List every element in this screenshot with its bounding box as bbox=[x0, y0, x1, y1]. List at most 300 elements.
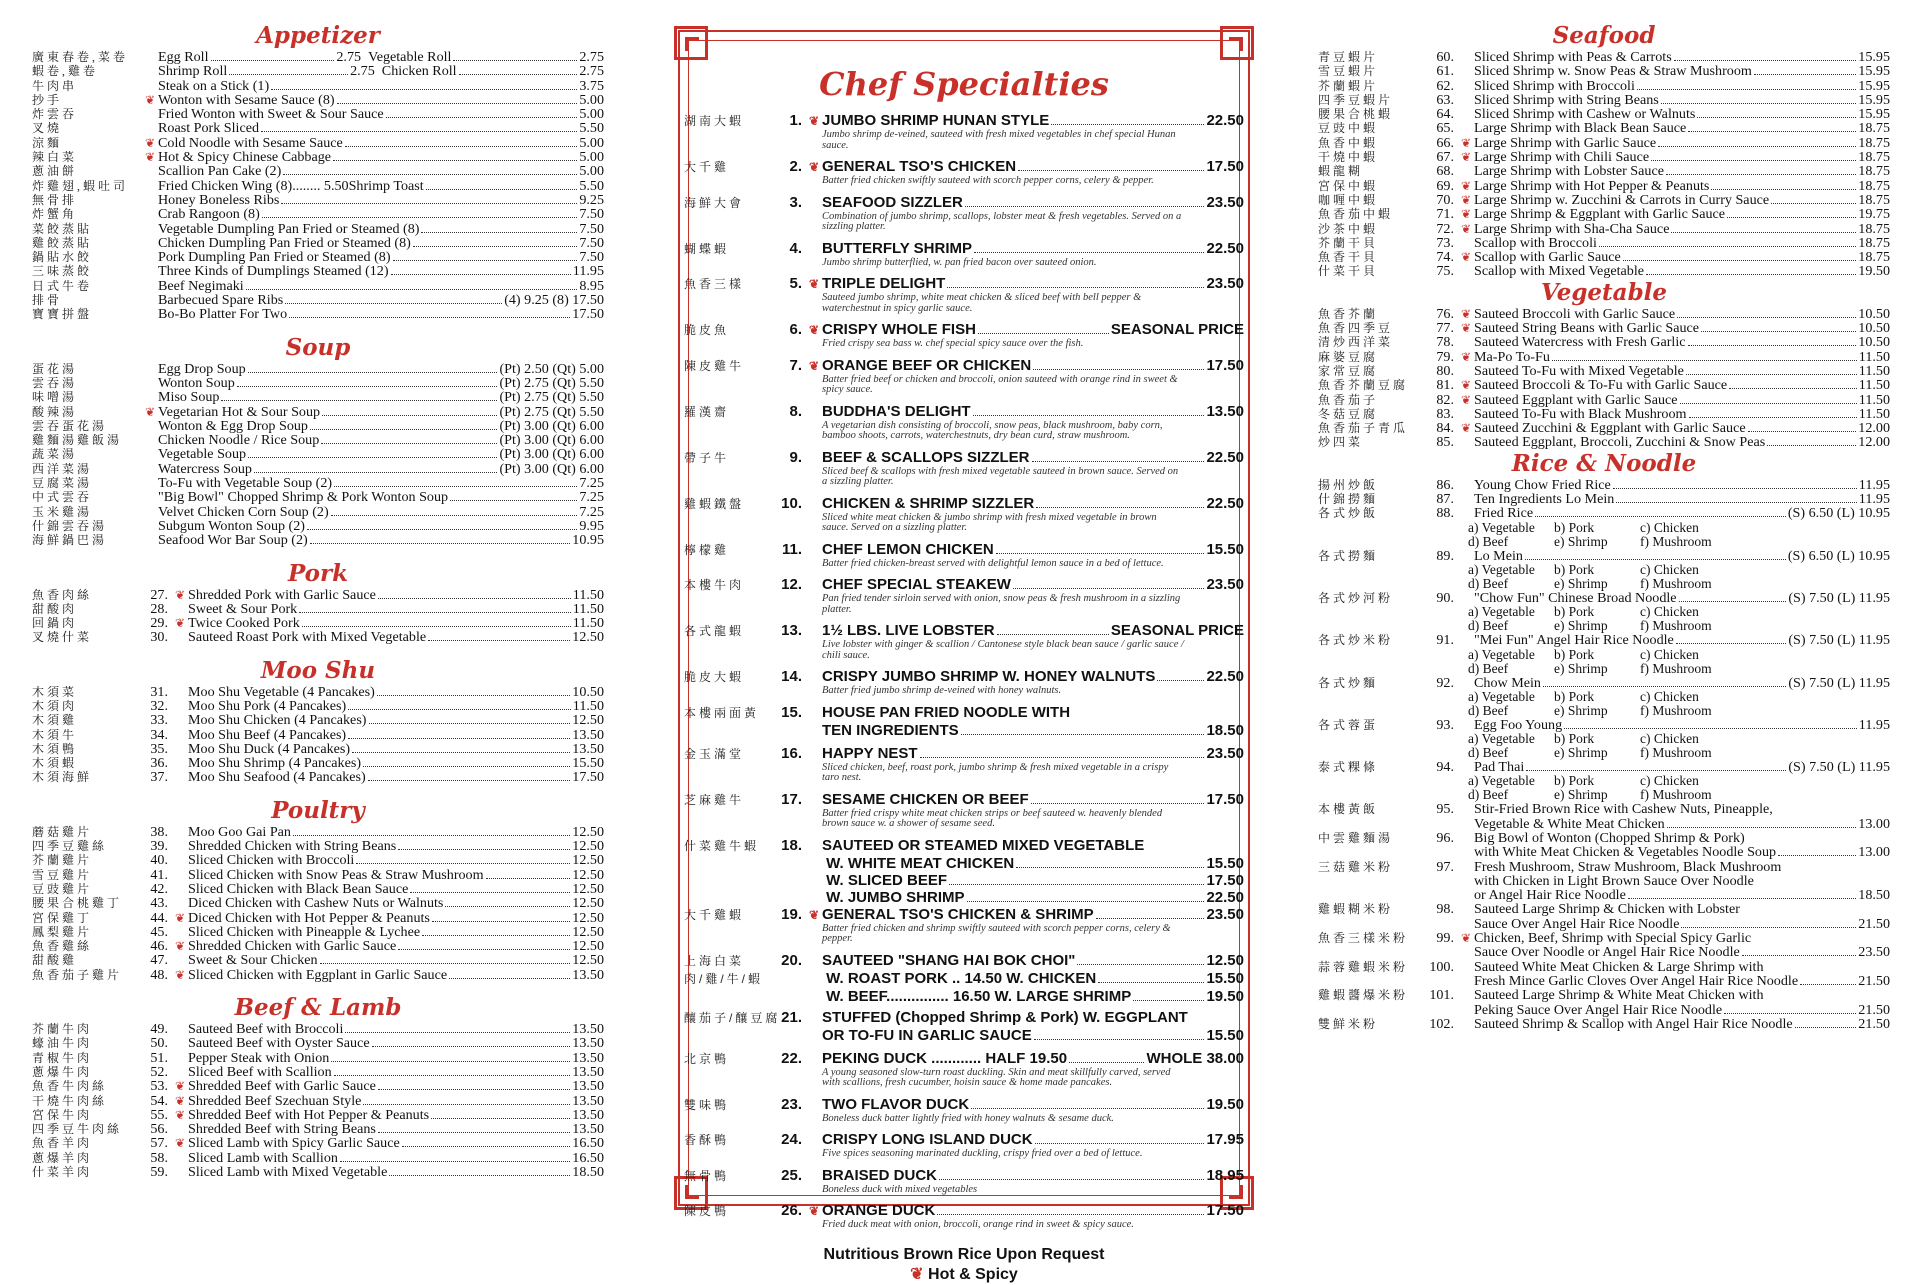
menu-item-row bbox=[32, 1108, 604, 1122]
item-description: Boneless duck batter lightly fried with honey walnuts & sesame duck. bbox=[822, 1112, 1114, 1124]
dot-leader bbox=[1646, 274, 1856, 275]
hot-pepper-icon: ❦ bbox=[144, 135, 156, 150]
dot-leader bbox=[431, 1118, 570, 1119]
menu-item-row bbox=[32, 50, 604, 64]
item-name: To-Fu with Vegetable Soup (2) bbox=[158, 475, 333, 492]
item-name: Sliced Lamb with Spicy Garlic Sauce bbox=[188, 1135, 400, 1152]
item-price: 19.50 bbox=[1206, 1095, 1244, 1113]
menu-item-row bbox=[1318, 121, 1890, 135]
chinese-name: 本樓黃飯 bbox=[1318, 802, 1379, 817]
item-price: 5.00 bbox=[579, 149, 604, 166]
chinese-name: 魚香茄子雞片 bbox=[32, 967, 123, 982]
menu-item-row bbox=[32, 164, 604, 178]
option-c: c) Chicken bbox=[1640, 688, 1699, 704]
chinese-name: 大千雞蝦 bbox=[684, 907, 745, 922]
chinese-name: 各式蓉蛋 bbox=[1318, 717, 1379, 732]
item-description: Live lobster with ginger & scallion / Cantonese style black bean sauce / garlic sauce / chili sauce. bbox=[822, 639, 1184, 661]
item-name: CRISPY JUMBO SHRIMP W. HONEY WALNUTS bbox=[822, 668, 1156, 685]
item-name: Sliced Shrimp w. Snow Peas & Straw Mushroom bbox=[1474, 63, 1752, 80]
chinese-name: 酸辣湯 bbox=[32, 404, 78, 419]
item-name: SAUTEED OR STEAMED MIXED VEGETABLE bbox=[822, 836, 1145, 854]
item-name: Sauteed Beef with Oyster Sauce bbox=[188, 1035, 370, 1052]
item-name: Young Chow Fried Rice bbox=[1474, 476, 1611, 493]
item-price: 15.95 bbox=[1858, 91, 1890, 108]
option-row bbox=[1318, 774, 1890, 788]
item-number: 12. bbox=[781, 576, 802, 593]
item-number: 43. bbox=[150, 895, 168, 912]
item-name: Chicken Roll bbox=[374, 63, 457, 80]
section-title-beef: Beef & Lamb bbox=[234, 994, 402, 1022]
hot-pepper-icon: ❦ bbox=[144, 404, 156, 419]
chinese-name: 陳皮雞牛 bbox=[684, 358, 745, 373]
menu-item-row bbox=[32, 193, 604, 207]
dot-leader bbox=[1525, 559, 1786, 560]
hot-pepper-icon: ❦ bbox=[174, 616, 186, 631]
item-price: SEASONAL PRICE bbox=[1110, 622, 1244, 639]
dot-leader bbox=[302, 626, 571, 627]
menu-item-row bbox=[1318, 549, 1890, 563]
legend-label: Hot & Spicy bbox=[928, 1265, 1018, 1283]
chinese-name: 魚香茄子青瓜 bbox=[1318, 421, 1409, 436]
dot-leader bbox=[1674, 60, 1857, 61]
item-price: 7.25 bbox=[579, 503, 604, 520]
dot-leader bbox=[391, 274, 571, 275]
dot-leader bbox=[1681, 927, 1856, 928]
specialty-sub-option bbox=[684, 988, 1244, 1005]
menu-item-row bbox=[32, 911, 604, 925]
menu-item-row bbox=[1318, 250, 1890, 264]
item-number: 96. bbox=[1436, 829, 1454, 846]
item-price: 22.50 bbox=[1206, 494, 1244, 512]
item-name: Sauteed Roast Pork with Mixed Vegetable bbox=[188, 629, 427, 646]
chinese-name: 冬菇豆腐 bbox=[1318, 406, 1379, 421]
hot-pepper-icon: ❦ bbox=[174, 1093, 186, 1108]
menu-item-row bbox=[1318, 633, 1890, 647]
chinese-name: 炸雞翅,蝦吐司 bbox=[32, 178, 129, 193]
item-name: Fried Chicken Wing (8)........ 5.50 bbox=[158, 177, 349, 194]
item-name: Scallop with Mixed Vegetable bbox=[1474, 263, 1645, 280]
menu-item-row bbox=[32, 264, 604, 278]
item-price: 18.50 bbox=[1858, 887, 1890, 904]
item-name: Sauteed Watercress with Fresh Garlic bbox=[1474, 334, 1686, 351]
item-description: Batter fried beef or chicken and broccoli, onion sauteed with orange rind in sweet & spicy sauce. bbox=[822, 373, 1178, 395]
option-row bbox=[1318, 690, 1890, 704]
dot-leader bbox=[1013, 588, 1205, 589]
specialty-item-row bbox=[684, 194, 1244, 212]
section-title-soup: Soup bbox=[285, 333, 351, 361]
item-name: Sauteed Eggplant with Garlic Sauce bbox=[1474, 391, 1678, 408]
item-number: 88. bbox=[1436, 505, 1454, 522]
specialty-sub-option bbox=[684, 889, 1244, 906]
menu-item-row bbox=[1318, 718, 1890, 732]
item-number: 20. bbox=[781, 951, 802, 969]
item-name: Sliced Chicken with Eggplant in Garlic Sauce bbox=[188, 966, 448, 983]
chinese-name: 叉燒什菜 bbox=[32, 630, 93, 645]
chinese-name: 蝦龍糊 bbox=[1318, 164, 1364, 179]
dot-leader bbox=[1637, 89, 1856, 90]
item-description: Batter fried chicken swiftly sauteed with scorch pepper corns, celery & pepper. bbox=[822, 175, 1154, 186]
menu-item-row bbox=[1318, 64, 1890, 78]
chinese-name: 青椒牛肉 bbox=[32, 1050, 93, 1065]
dot-leader bbox=[363, 1104, 570, 1105]
option-f: f) Mushroom bbox=[1640, 787, 1712, 803]
option-row bbox=[1318, 605, 1890, 619]
dot-leader bbox=[398, 949, 570, 950]
chinese-name: 雲吞湯 bbox=[32, 375, 78, 390]
item-number: 100. bbox=[1429, 958, 1454, 975]
item-price: 12.50 bbox=[572, 952, 604, 969]
dot-leader bbox=[1552, 360, 1857, 361]
chinese-name: 各式炒米粉 bbox=[1318, 633, 1394, 648]
menu-item-row bbox=[32, 476, 604, 490]
option-f: f) Mushroom bbox=[1640, 745, 1712, 761]
item-name: Wonton with Sesame Sauce (8) bbox=[158, 91, 335, 108]
section-gap bbox=[32, 645, 604, 657]
chinese-name: 蒜蓉雞蝦米粉 bbox=[1318, 959, 1409, 974]
item-name: Moo Shu Chicken (4 Pancakes) bbox=[188, 712, 367, 729]
dot-leader bbox=[1616, 502, 1856, 503]
dot-leader bbox=[322, 415, 497, 416]
item-price: 18.75 bbox=[1858, 149, 1890, 166]
hot-pepper-icon: ❦ bbox=[808, 114, 820, 128]
item-name: Shredded Chicken with String Beans bbox=[188, 838, 397, 855]
item-price: 18.75 bbox=[1858, 249, 1890, 266]
sub-option-name: W. JUMBO SHRIMP bbox=[822, 888, 965, 906]
option-d: d) Beef bbox=[1468, 787, 1509, 803]
sub-option-name: W. ROAST PORK .. 14.50 W. CHICKEN bbox=[822, 969, 1097, 987]
specialty-item-row bbox=[684, 357, 1244, 375]
menu-item-row bbox=[32, 519, 604, 533]
item-number: 37. bbox=[150, 769, 168, 786]
chinese-name: 豆豉雞片 bbox=[32, 881, 93, 896]
chinese-name: 沙茶中蝦 bbox=[1318, 221, 1379, 236]
item-name: Large Shrimp with Sha-Cha Sauce bbox=[1474, 220, 1670, 237]
item-name: Egg Drop Soup bbox=[158, 360, 246, 377]
dot-leader bbox=[1778, 855, 1856, 856]
menu-item-row bbox=[32, 699, 604, 713]
item-number: 72. bbox=[1436, 220, 1454, 237]
menu-item-row bbox=[1318, 831, 1890, 845]
item-price: 17.50 bbox=[1206, 356, 1244, 374]
item-price: 19.50 bbox=[1858, 263, 1890, 280]
chinese-name: 芥蘭干貝 bbox=[1318, 235, 1379, 250]
item-name-continued: with White Meat Chicken & Vegetables Noodle Soup bbox=[1474, 844, 1777, 861]
item-name: "Big Bowl" Chopped Shrimp & Pork Wonton Soup bbox=[158, 489, 449, 506]
menu-item-row bbox=[32, 630, 604, 644]
item-name: Large Shrimp with Garlic Sauce bbox=[1474, 134, 1657, 151]
dot-leader bbox=[422, 935, 570, 936]
item-name: Chicken, Beef, Shrimp with Special Spicy Garlic bbox=[1474, 930, 1752, 947]
chinese-name: 廣東春卷,菜卷 bbox=[32, 50, 129, 64]
menu-item-row bbox=[1318, 321, 1890, 335]
item-price: 15.95 bbox=[1858, 106, 1890, 123]
menu-item-row bbox=[32, 222, 604, 236]
menu-item-row bbox=[1318, 407, 1890, 421]
item-number: 42. bbox=[150, 880, 168, 897]
item-number: 38. bbox=[150, 823, 168, 840]
dot-leader bbox=[1671, 232, 1856, 233]
hot-pepper-icon: ❦ bbox=[808, 160, 820, 174]
chinese-name: 無骨排 bbox=[32, 192, 78, 207]
item-price: 7.50 bbox=[579, 234, 604, 251]
dot-leader bbox=[333, 160, 577, 161]
left-column bbox=[32, 22, 604, 1179]
chinese-name: 湖南大蝦 bbox=[684, 114, 745, 128]
item-name: Moo Shu Shrimp (4 Pancakes) bbox=[188, 755, 362, 772]
menu-item-row bbox=[32, 1151, 604, 1165]
menu-item-row bbox=[1318, 364, 1890, 378]
option-row bbox=[1318, 648, 1890, 662]
spacer bbox=[1318, 788, 1468, 802]
menu-item-row bbox=[1318, 136, 1890, 150]
option-b: b) Pork bbox=[1554, 561, 1595, 577]
menu-item-row bbox=[1318, 478, 1890, 492]
dot-leader bbox=[445, 906, 570, 907]
chinese-name: 木須蝦 bbox=[32, 756, 78, 771]
item-number: 54. bbox=[150, 1092, 168, 1109]
item-name: ORANGE DUCK bbox=[822, 1202, 936, 1219]
option-e: e) Shrimp bbox=[1554, 618, 1608, 634]
menu-item-row bbox=[32, 939, 604, 953]
item-price: 15.50 bbox=[1206, 1026, 1244, 1044]
hot-pepper-icon: ❦ bbox=[910, 1265, 929, 1283]
chinese-name: 木須菜 bbox=[32, 684, 78, 699]
menu-item-row bbox=[1318, 435, 1890, 449]
item-number: 16. bbox=[781, 744, 802, 762]
dot-leader bbox=[283, 174, 577, 175]
chinese-name: 鍋貼水餃 bbox=[32, 250, 93, 265]
menu-item-row bbox=[32, 462, 604, 476]
dot-leader bbox=[974, 252, 1204, 253]
item-number: 68. bbox=[1436, 163, 1454, 180]
item-number: 36. bbox=[150, 755, 168, 772]
item-name: STUFFED (Chopped Shrimp & Pork) W. EGGPLANT bbox=[822, 1008, 1188, 1026]
dot-leader bbox=[426, 189, 578, 190]
dot-leader bbox=[1742, 955, 1857, 956]
option-d: d) Beef bbox=[1468, 745, 1509, 761]
option-d: d) Beef bbox=[1468, 702, 1509, 718]
dot-leader bbox=[1667, 827, 1857, 828]
menu-item-row bbox=[32, 713, 604, 727]
dot-leader bbox=[331, 515, 578, 516]
item-name: Sweet & Sour Pork bbox=[188, 600, 298, 617]
menu-item-row bbox=[1318, 421, 1890, 435]
item-price: 13.50 bbox=[572, 1049, 604, 1066]
chinese-name: 青豆蝦片 bbox=[1318, 50, 1379, 64]
dot-leader bbox=[340, 1161, 570, 1162]
menu-item-row bbox=[32, 839, 604, 853]
item-name: Moo Shu Duck (4 Pancakes) bbox=[188, 740, 351, 757]
item-number: 95. bbox=[1436, 801, 1454, 818]
item-number: 84. bbox=[1436, 420, 1454, 437]
item-number: 93. bbox=[1436, 716, 1454, 733]
item-price: 2.75 bbox=[579, 63, 605, 80]
dot-leader bbox=[450, 500, 577, 501]
item-name: Seafood Wor Bar Soup (2) bbox=[158, 532, 308, 549]
item-number: 82. bbox=[1436, 391, 1454, 408]
chinese-name: 芥蘭雞片 bbox=[32, 853, 93, 868]
item-name: Wonton Soup bbox=[158, 374, 235, 391]
menu-item-row bbox=[1318, 860, 1890, 874]
dot-leader bbox=[1661, 103, 1857, 104]
menu-item-row bbox=[1318, 307, 1890, 321]
hot-pepper-icon: ❦ bbox=[174, 910, 186, 925]
item-price: 13.50 bbox=[572, 1063, 604, 1080]
sub-option-name: W. SLICED BEEF bbox=[822, 871, 948, 889]
spacer bbox=[1318, 774, 1468, 788]
item-price: 11.95 bbox=[1858, 476, 1890, 493]
item-name: Roast Pork Sliced bbox=[158, 120, 260, 137]
menu-item-row bbox=[1318, 107, 1890, 121]
menu-item-row bbox=[1318, 760, 1890, 774]
hot-pepper-icon: ❦ bbox=[1460, 250, 1472, 265]
item-price: 23.50 bbox=[1858, 944, 1890, 961]
chinese-name: 各式龍蝦 bbox=[684, 624, 745, 638]
menu-item-row bbox=[32, 588, 604, 602]
item-description: Pan fried tender sirloin served with onion, snow peas & fresh mushroom in a sizzling platter. bbox=[822, 593, 1181, 615]
option-c: c) Chicken bbox=[1640, 604, 1699, 620]
option-row bbox=[1318, 746, 1890, 760]
chinese-name: 泰式粿條 bbox=[1318, 760, 1379, 775]
item-name: BUTTERFLY SHRIMP bbox=[822, 239, 973, 257]
dot-leader bbox=[320, 963, 571, 964]
item-name: Big Bowl of Wonton (Chopped Shrimp & Pork) bbox=[1474, 829, 1745, 846]
dot-leader bbox=[248, 457, 497, 458]
item-name: Sliced Chicken with Broccoli bbox=[188, 852, 355, 869]
item-description: Batter fried jumbo shrimp de-veined with honey walnuts. bbox=[822, 685, 1062, 696]
item-description: Sliced beef & scallops with fresh mixed vegetable sauteed in brown sauce. Served on a sizzling platter. bbox=[822, 465, 1179, 487]
item-name: Moo Shu Beef (4 Pancakes) bbox=[188, 726, 347, 743]
option-f: f) Mushroom bbox=[1640, 575, 1712, 591]
menu-item-row bbox=[32, 868, 604, 882]
dot-leader bbox=[1098, 982, 1204, 983]
item-name-continued: Sauce Over Noodle or Angel Hair Rice Noodle bbox=[1474, 944, 1740, 961]
item-name: Shredded Beef Szechuan Style bbox=[188, 1092, 362, 1109]
spacer bbox=[1318, 577, 1468, 591]
option-b: b) Pork bbox=[1554, 519, 1595, 535]
hot-pepper-icon: ❦ bbox=[1460, 392, 1472, 407]
dot-leader bbox=[211, 60, 335, 61]
option-f: f) Mushroom bbox=[1640, 660, 1712, 676]
hot-pepper-icon: ❦ bbox=[1460, 178, 1472, 193]
item-price: (Pt) 2.75 (Qt) 5.50 bbox=[499, 403, 604, 420]
item-price: 22.50 bbox=[1206, 112, 1244, 129]
item-name: Shredded Beef with Hot Pepper & Peanuts bbox=[188, 1106, 430, 1123]
dot-leader bbox=[352, 752, 570, 753]
dot-leader bbox=[1651, 160, 1856, 161]
chinese-name: 帶子牛 bbox=[684, 450, 730, 465]
item-number: 18. bbox=[781, 836, 802, 854]
item-price: 7.50 bbox=[579, 220, 604, 237]
item-price: 18.75 bbox=[1858, 234, 1890, 251]
item-name: Scallop with Garlic Sauce bbox=[1474, 249, 1621, 266]
hot-pepper-icon: ❦ bbox=[1460, 378, 1472, 393]
section-gap bbox=[32, 785, 604, 797]
item-name: Sliced Chicken with Black Bean Sauce bbox=[188, 880, 409, 897]
dot-leader bbox=[1680, 403, 1857, 404]
item-name: Large Shrimp with Hot Pepper & Peanuts bbox=[1474, 177, 1710, 194]
menu-item-continuation bbox=[1318, 874, 1890, 888]
hot-pepper-icon: ❦ bbox=[1460, 150, 1472, 165]
item-number: 48. bbox=[150, 966, 168, 983]
dot-leader bbox=[1035, 1143, 1205, 1144]
item-number: 87. bbox=[1436, 491, 1454, 508]
chinese-name: 雲吞蛋花湯 bbox=[32, 418, 108, 433]
dot-leader bbox=[1711, 189, 1856, 190]
dot-leader bbox=[246, 289, 578, 290]
menu-item-continuation bbox=[1318, 945, 1890, 959]
chinese-name: 本樓牛肉 bbox=[684, 578, 745, 592]
item-price: 13.00 bbox=[1858, 815, 1890, 832]
item-name: Twice Cooked Pork bbox=[188, 615, 300, 632]
item-price: 11.95 bbox=[1858, 716, 1890, 733]
chinese-name: 寶寶拼盤 bbox=[32, 307, 93, 322]
item-number: 23. bbox=[781, 1095, 802, 1113]
item-price: 13.50 bbox=[572, 1021, 604, 1038]
chinese-name: 蔥油餅 bbox=[32, 164, 78, 179]
hot-pepper-icon: ❦ bbox=[174, 939, 186, 954]
dot-leader bbox=[1688, 345, 1857, 346]
chinese-name: 魚香四季豆 bbox=[1318, 321, 1394, 336]
option-a: a) Vegetable bbox=[1468, 561, 1535, 577]
option-b: b) Pork bbox=[1554, 688, 1595, 704]
dot-leader bbox=[271, 89, 577, 90]
chinese-name: 咖喱中蝦 bbox=[1318, 192, 1379, 207]
item-price: 23.50 bbox=[1206, 905, 1244, 923]
item-price: 22.50 bbox=[1206, 239, 1244, 257]
item-price: 12.50 bbox=[572, 712, 604, 729]
item-name: Scallion Pan Cake (2) bbox=[158, 163, 282, 180]
dot-leader bbox=[378, 598, 571, 599]
hot-pepper-icon: ❦ bbox=[1460, 192, 1472, 207]
specialty-item-row bbox=[684, 240, 1244, 258]
item-name: Fried Wonton with Sweet & Sour Sauce bbox=[158, 106, 384, 123]
item-name: Shredded Beef with Garlic Sauce bbox=[188, 1078, 376, 1095]
item-name: Moo Shu Seafood (4 Pancakes) bbox=[188, 769, 366, 786]
specialty-item-row bbox=[684, 1050, 1244, 1068]
item-number: 77. bbox=[1436, 320, 1454, 337]
item-name: Sauteed Shrimp & Scallop with Angel Hair Rice Noodle bbox=[1474, 1015, 1793, 1032]
specialty-item-row bbox=[684, 1096, 1244, 1114]
option-c: c) Chicken bbox=[1640, 731, 1699, 747]
menu-item-continuation bbox=[1318, 888, 1890, 902]
item-name: Sauteed Broccoli & To-Fu with Garlic Sauce bbox=[1474, 377, 1728, 394]
item-price: 10.50 bbox=[572, 683, 604, 700]
dot-leader bbox=[377, 695, 570, 696]
spacer bbox=[1318, 746, 1468, 760]
menu-item-row bbox=[1318, 393, 1890, 407]
item-number: 46. bbox=[150, 938, 168, 955]
item-name: Egg Foo Young bbox=[1474, 716, 1563, 733]
specialty-item-row bbox=[684, 1009, 1244, 1027]
item-price: 7.25 bbox=[579, 475, 604, 492]
item-name: Pepper Steak with Onion bbox=[188, 1049, 330, 1066]
dot-leader bbox=[1157, 680, 1204, 681]
option-c: c) Chicken bbox=[1640, 773, 1699, 789]
item-number: 61. bbox=[1436, 63, 1454, 80]
chinese-name: 魚香羊肉 bbox=[32, 1136, 93, 1151]
chinese-name: 雪豆蝦片 bbox=[1318, 64, 1379, 79]
item-number: 63. bbox=[1436, 91, 1454, 108]
item-number: 56. bbox=[150, 1121, 168, 1138]
dot-leader bbox=[428, 640, 570, 641]
chinese-name: 雞麵湯雞飯湯 bbox=[32, 433, 123, 448]
specialty-item-row bbox=[684, 321, 1244, 339]
option-f: f) Mushroom bbox=[1640, 702, 1712, 718]
item-number: 7. bbox=[789, 356, 802, 374]
item-number: 10. bbox=[781, 494, 802, 512]
item-name: Sauteed Large Shrimp & Chicken with Lobster bbox=[1474, 901, 1740, 918]
